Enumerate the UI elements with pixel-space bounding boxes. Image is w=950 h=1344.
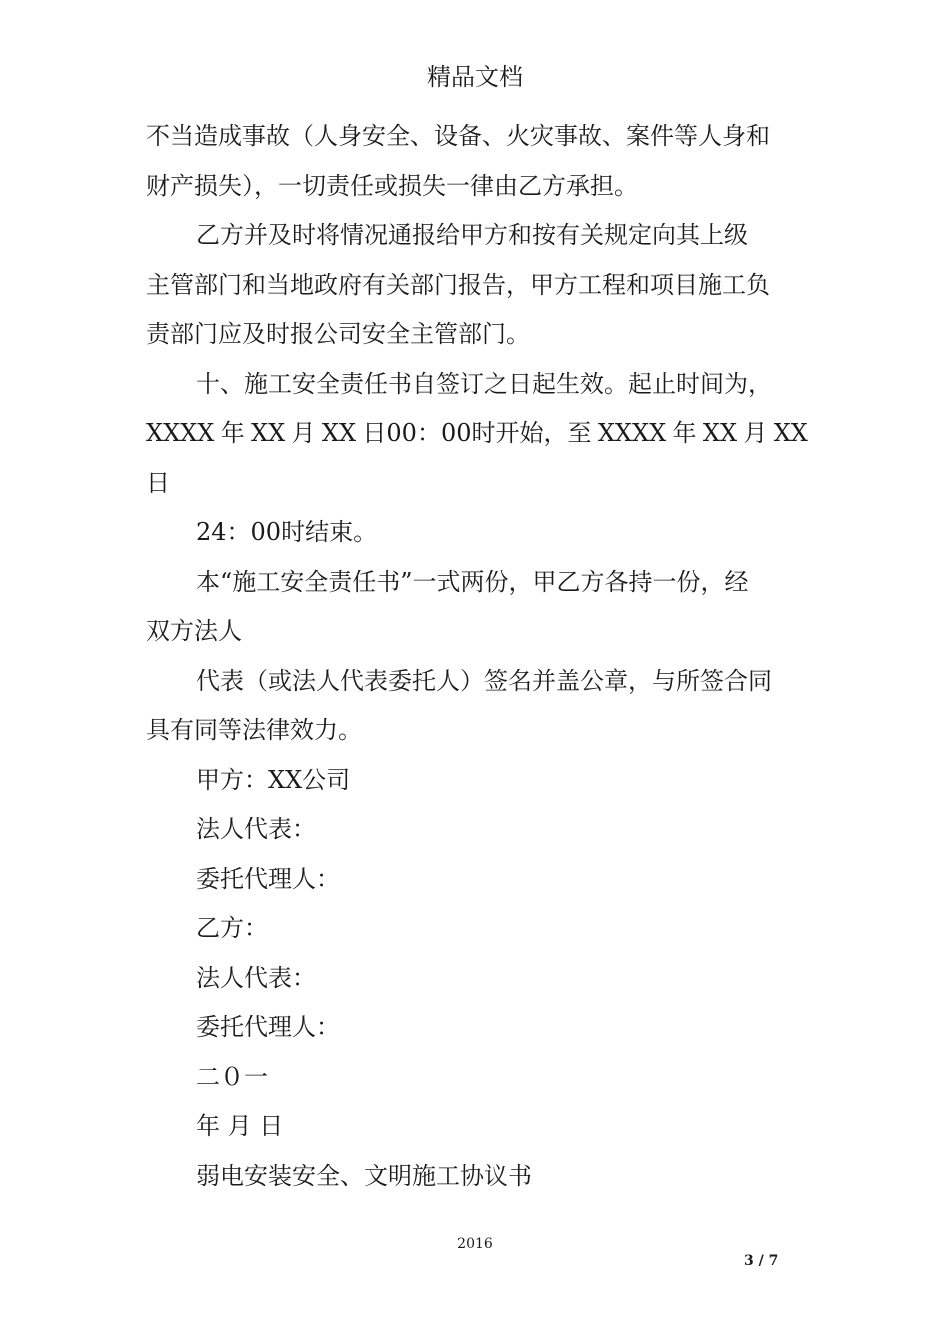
party-a-agent: 委托代理人： — [196, 864, 340, 893]
paragraph-line: 代表（或法人代表委托人）签名并盖公章，与所签合同 — [196, 666, 772, 695]
date-fragment: XX — [321, 419, 357, 447]
date-fragment: XX — [773, 419, 808, 447]
party-a-legal-rep: 法人代表： — [196, 815, 316, 843]
footer-year: 2016 — [457, 1236, 493, 1252]
party-b-agent: 委托代理人： — [196, 1013, 340, 1041]
date-fragment: XX — [702, 419, 738, 447]
page-number: 3 / 7 — [744, 1253, 779, 1269]
paragraph-line: 本“施工安全责任书”一式两份，甲乙方各持一份，经 — [196, 567, 749, 596]
validity-period-line — [146, 409, 808, 459]
paragraph-line: 日 — [146, 468, 170, 497]
paragraph-line: 不当造成事故（人身安全、设备、火灾事故、案件等人身和 — [146, 122, 770, 150]
signing-date-year: 二０一 — [196, 1062, 268, 1091]
party-b-name: 乙方： — [196, 914, 268, 942]
signing-date: 年 月 日 — [196, 1112, 284, 1140]
document-body — [146, 112, 808, 1201]
paragraph-line: 具有同等法律效力。 — [146, 716, 362, 744]
next-section-title: 弱电安装安全、文明施工协议书 — [196, 1161, 532, 1190]
paragraph-line: 乙方并及时将情况通报给甲方和按有关规定向其上级 — [196, 221, 748, 249]
paragraph-line: 十、施工安全责任书自签订之日起生效。起止时间为， — [196, 369, 772, 398]
party-a-name: 甲方：XX公司 — [196, 765, 351, 794]
paragraph-line: 财产损失），一切责任或损失一律由乙方承担。 — [146, 171, 638, 200]
date-fragment: 年 — [672, 419, 697, 447]
date-fragment: 日00：00时开始，至 — [362, 419, 592, 447]
paragraph-line: 责部门应及时报公司安全主管部门。 — [146, 320, 530, 348]
date-fragment: XXXX — [597, 419, 667, 447]
date-fragment: XXXX — [146, 419, 215, 447]
paragraph-line: 双方法人 — [146, 617, 242, 645]
date-fragment: 月 — [291, 419, 316, 447]
date-fragment: XX — [251, 419, 286, 447]
paragraph-line: 主管部门和当地政府有关部门报告，甲方工程和项目施工负 — [146, 270, 770, 299]
party-b-legal-rep: 法人代表： — [196, 963, 316, 992]
date-fragment: 月 — [743, 419, 768, 447]
page-header: 精品文档 — [427, 63, 523, 91]
date-fragment: 年 — [220, 419, 245, 447]
paragraph-line: 24：00时结束。 — [196, 518, 378, 546]
